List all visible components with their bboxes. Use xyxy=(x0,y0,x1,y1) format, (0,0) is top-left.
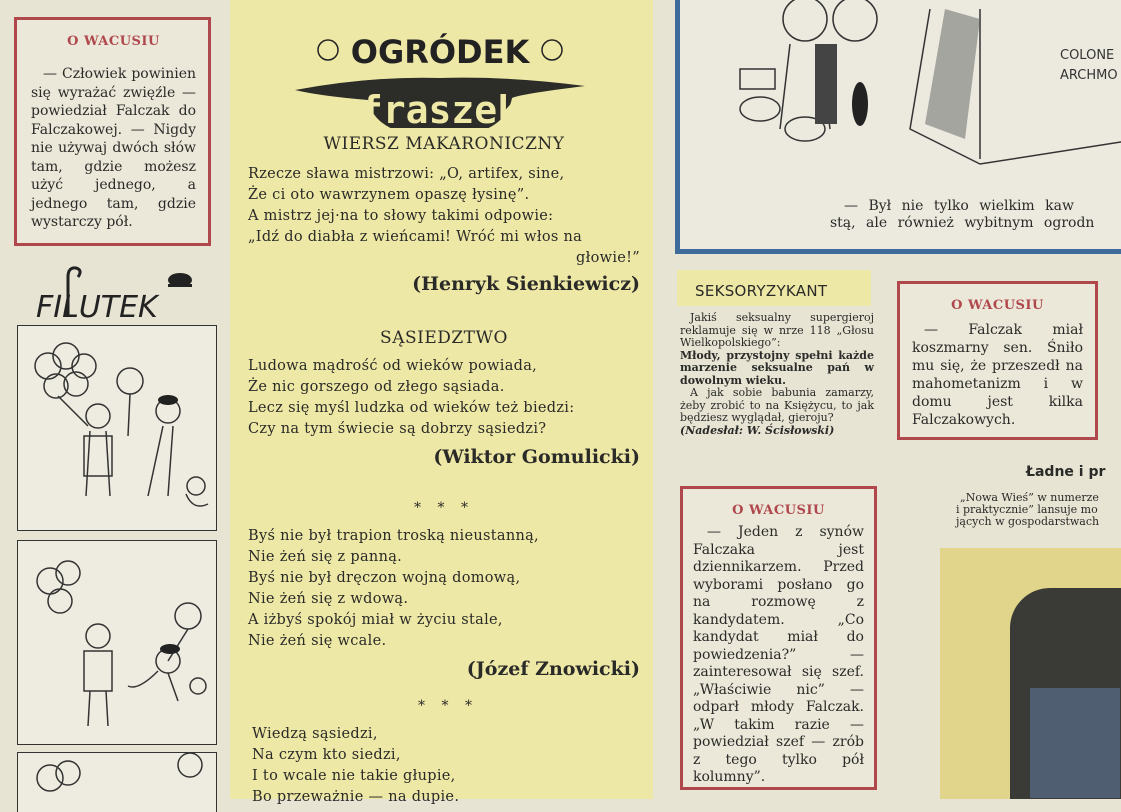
cartoon-caption xyxy=(830,198,1121,232)
section-title: SEKSORYZYKANT xyxy=(695,282,828,300)
article-ladne xyxy=(930,464,1121,528)
article-line: jących w gospodarstwach xyxy=(956,515,1100,528)
poem-author: (Józef Znowicki) xyxy=(466,658,640,680)
filutek-logo xyxy=(28,262,203,324)
ogrodek-fraszek-logo xyxy=(290,18,590,128)
box-title: O WACUSIU xyxy=(951,298,1044,313)
poem-3 xyxy=(248,500,640,680)
fraszki-column xyxy=(230,0,653,805)
masthead-logo xyxy=(290,18,590,128)
poem-line: Nie żeń się z panną. xyxy=(248,549,403,565)
wacus-box-2 xyxy=(897,281,1098,440)
box-title: O WACUSIU xyxy=(732,503,825,518)
poem-line: Że ci oto wawrzynem opaszę łysinę”. xyxy=(248,187,530,203)
poem-line: Że nic gorszego od złego sąsiada. xyxy=(248,379,505,395)
article-comment: A jak sobie babunia zamarzy, żeby zrobić to na Księżycu, to jak będziesz wyglądał, gieroju? xyxy=(680,386,874,424)
cartoon-illustration xyxy=(680,0,1121,199)
article-signature: (Nadesłał: W. Ścisłowski) xyxy=(680,423,835,437)
comic-panel-2 xyxy=(17,540,217,745)
article-quote: Młody, przystojny spełni każde marzenie seksualne pań w dowolnym wieku. xyxy=(680,348,874,387)
svg-text:fraszek: fraszek xyxy=(359,88,521,128)
poem-separator: * * * xyxy=(414,500,474,516)
poem-author: (Wiktor Gomulicki) xyxy=(433,446,640,468)
poem-line: Bo przeważnie — na dupie. xyxy=(252,789,460,805)
poem-line: Wiedzą sąsiedzi, xyxy=(252,726,378,742)
poem-1 xyxy=(248,134,640,295)
poem-line: Byś nie był trapion troską nieustanną, xyxy=(248,528,539,544)
poem-line: Lecz się myśl ludzka od wieków też biedzi: xyxy=(248,400,575,416)
poem-line: Czy na tym świecie są dobrzy sąsiedzi? xyxy=(248,421,547,437)
box-text: — Jeden z synów Falczaka jest dziennikarzem. Przed wyborami posłano go na rozmowę z kandydatem. „Co kandydat miał do powiedzenia?” — zainteresował się szef. „Właściwie nic” — odparł młody Falczak. „W takim razie — powiedział szef — zrób z tego tylko pół kolumny”. xyxy=(693,524,864,785)
poem-line: A iżbyś spokój miał w życiu stale, xyxy=(248,612,503,628)
comic-panel-1 xyxy=(17,325,217,531)
svg-text:ARCHMO: ARCHMO xyxy=(1060,68,1118,83)
poem-separator: * * * xyxy=(418,698,478,714)
comic-illustration xyxy=(18,541,215,743)
wacus-box-1 xyxy=(14,17,211,246)
poem-line: Nie żeń się wcale. xyxy=(248,633,387,649)
poem-line: Ludowa mądrość od wieków powiada, xyxy=(248,358,538,374)
caption-line: stą, ale również wybitnym ogrodn xyxy=(830,215,1095,231)
article-line: „Nowa Wieś” w numerze xyxy=(960,491,1099,504)
poem-line: Rzecze sława mistrzowi: „O, artifex, sine, xyxy=(248,166,565,182)
comic-illustration xyxy=(18,326,215,529)
poem-line: A mistrz jej·na to słowy takimi odpowie: xyxy=(248,208,554,224)
svg-text:OGRÓDEK: OGRÓDEK xyxy=(350,33,530,71)
poem-4 xyxy=(252,698,644,808)
poem-line: „Idź do diabła z wieńcami! Wróć mi włos na xyxy=(248,229,583,245)
svg-text:FILUTEK: FILUTEK xyxy=(36,290,158,324)
comic-illustration xyxy=(18,753,215,803)
poem-line: Nie żeń się z wdową. xyxy=(248,591,409,607)
seksoryzykant-text xyxy=(680,312,874,437)
comic-panel-3 xyxy=(17,752,217,812)
photo xyxy=(940,548,1121,799)
poem-author: (Henryk Sienkiewicz) xyxy=(412,273,640,295)
poem-line: I to wcale nie takie głupie, xyxy=(252,768,456,784)
wacus-box-3 xyxy=(680,486,877,790)
article-intro: Jakiś seksualny supergieroj reklamuje się w nrze 118 „Głosu Wielkopolskiego”: xyxy=(680,311,874,349)
article-title: Ładne i pr xyxy=(1026,464,1106,480)
filutek-logo-art xyxy=(28,262,203,324)
box-title: O WACUSIU xyxy=(67,34,160,49)
box-text: — Falczak miał koszmarny sen. Śniło mu się, że przeszedł na mahometanizm i w domu jest kilka Falczakowych. xyxy=(912,322,1083,428)
poem-line: Byś nie był dręczon wojną domową, xyxy=(248,570,521,586)
poem-line: głowie!” xyxy=(576,250,640,266)
seksoryzykant-heading xyxy=(677,270,871,306)
poem-title: SĄSIEDZTWO xyxy=(380,328,508,348)
article-line: i praktycznie” lansuje mo xyxy=(956,503,1098,516)
poem-title: WIERSZ MAKARONICZNY xyxy=(323,134,565,154)
poem-2 xyxy=(248,328,640,468)
box-text: — Człowiek powinien się wyrażać zwięźle — powiedział Falczak do Falczakowej. — Nigdy nie używaj dwóch słów tam, gdzie możesz użyć jednego, a jednego tam, gdzie wystarczy pół. xyxy=(31,66,196,230)
caption-line: — Był nie tylko wielkim kaw xyxy=(844,198,1074,214)
poem-line: Na czym kto siedzi, xyxy=(252,747,401,763)
cartoon-frame xyxy=(675,0,1121,254)
svg-text:COLONE: COLONE xyxy=(1060,48,1115,63)
